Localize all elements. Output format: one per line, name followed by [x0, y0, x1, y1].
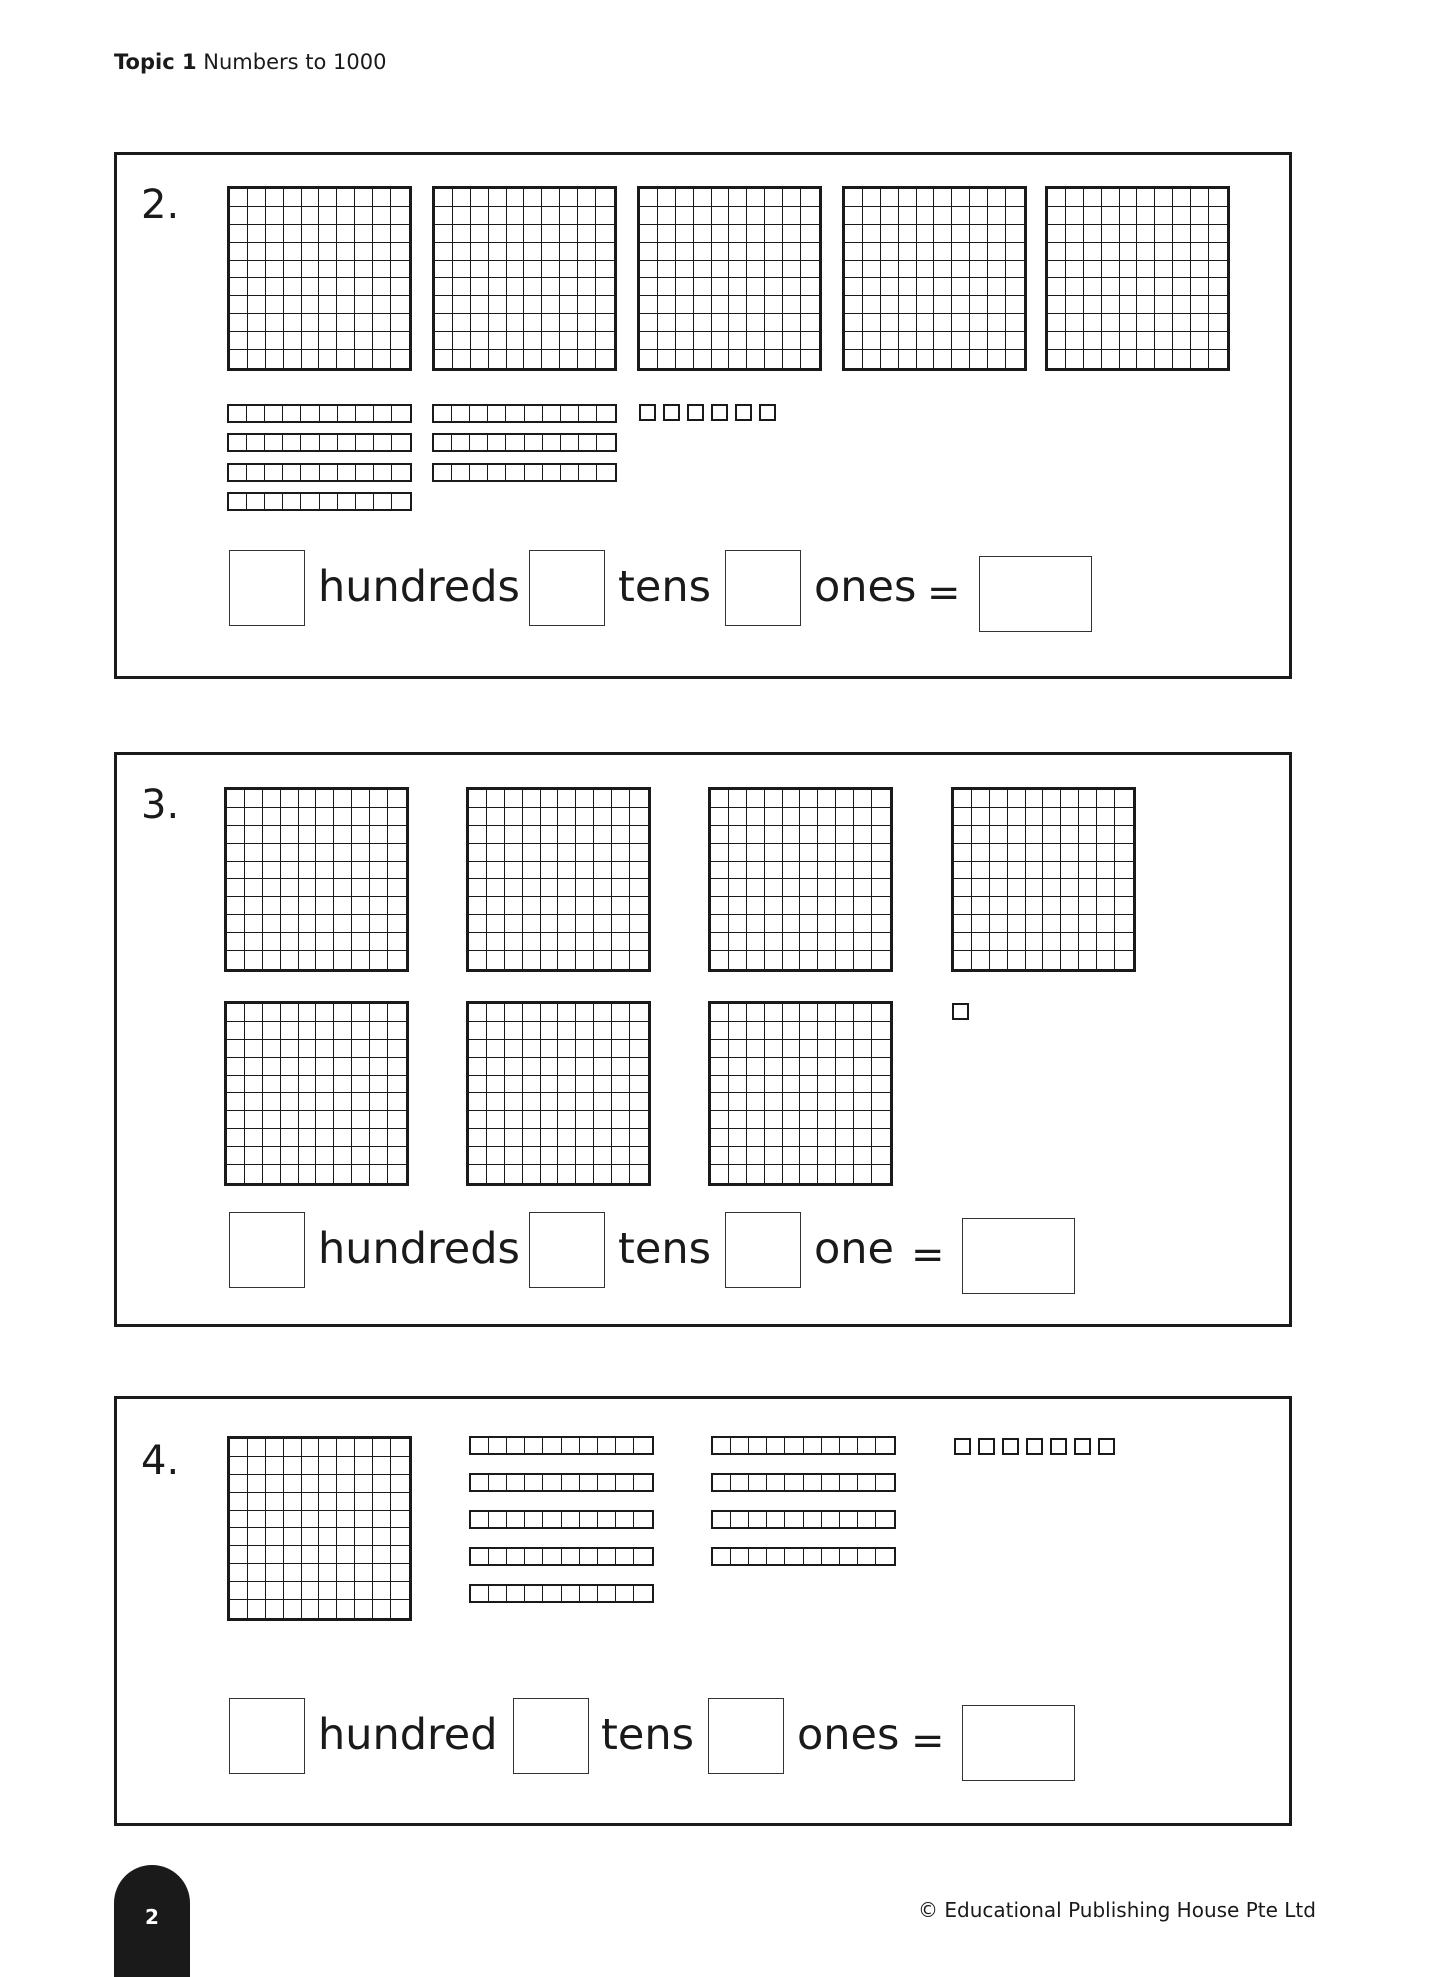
- ones-label: ones: [814, 562, 917, 612]
- topic-label: Topic 1: [114, 50, 197, 74]
- tens-answer-box[interactable]: [513, 1698, 589, 1774]
- copyright-notice: © Educational Publishing House Pte Ltd: [918, 1898, 1316, 1922]
- hundred-block: [224, 787, 409, 972]
- ten-rod: [227, 492, 412, 511]
- ones-label: ones: [797, 1710, 900, 1760]
- tens-label: tens: [618, 1224, 711, 1274]
- page-header: [114, 50, 386, 74]
- one-cube: [954, 1438, 971, 1455]
- one-cube: [978, 1438, 995, 1455]
- page-number-tab: [114, 1865, 190, 1977]
- hundred-block: [708, 1001, 893, 1186]
- tens-label: tens: [601, 1710, 694, 1760]
- ten-rod: [227, 404, 412, 423]
- hundred-block: [466, 787, 651, 972]
- one-cube: [1002, 1438, 1019, 1455]
- one-cube: [639, 404, 656, 421]
- tens-label: tens: [618, 562, 711, 612]
- ten-rod: [469, 1436, 654, 1455]
- ones-answer-box[interactable]: [708, 1698, 784, 1774]
- hundred-block: [227, 1436, 412, 1621]
- ten-rod: [227, 463, 412, 482]
- hundred-block: [637, 186, 822, 371]
- one-cube: [711, 404, 728, 421]
- hundred-block: [432, 186, 617, 371]
- hundred-block: [466, 1001, 651, 1186]
- topic-title: Numbers to 1000: [203, 50, 387, 74]
- one-cube: [735, 404, 752, 421]
- hundreds-label: hundred: [318, 1710, 498, 1760]
- one-cube: [952, 1003, 969, 1020]
- hundreds-answer-box[interactable]: [229, 1698, 305, 1774]
- question-number: 4.: [141, 1438, 180, 1484]
- equals-sign: =: [911, 1232, 945, 1278]
- total-answer-box[interactable]: [979, 556, 1092, 632]
- ten-rod: [711, 1510, 896, 1529]
- ten-rod: [711, 1547, 896, 1566]
- one-cube: [687, 404, 704, 421]
- ten-rod: [432, 433, 617, 452]
- ten-rod: [469, 1473, 654, 1492]
- equals-sign: =: [911, 1718, 945, 1764]
- ten-rod: [469, 1510, 654, 1529]
- question-number: 3.: [141, 782, 180, 828]
- tens-answer-box[interactable]: [529, 550, 605, 626]
- ones-label: one: [814, 1224, 895, 1274]
- one-cube: [759, 404, 776, 421]
- equals-sign: =: [927, 570, 961, 616]
- hundreds-label: hundreds: [318, 562, 520, 612]
- hundreds-answer-box[interactable]: [229, 1212, 305, 1288]
- one-cube: [663, 404, 680, 421]
- ten-rod: [469, 1547, 654, 1566]
- ten-rod: [227, 433, 412, 452]
- ones-answer-box[interactable]: [725, 1212, 801, 1288]
- page-number: 2: [145, 1905, 159, 1929]
- hundred-block: [227, 186, 412, 371]
- hundred-block: [951, 787, 1136, 972]
- tens-answer-box[interactable]: [529, 1212, 605, 1288]
- ten-rod: [711, 1473, 896, 1492]
- hundred-block: [842, 186, 1027, 371]
- hundreds-answer-box[interactable]: [229, 550, 305, 626]
- ten-rod: [432, 404, 617, 423]
- one-cube: [1074, 1438, 1091, 1455]
- hundreds-label: hundreds: [318, 1224, 520, 1274]
- total-answer-box[interactable]: [962, 1218, 1075, 1294]
- one-cube: [1098, 1438, 1115, 1455]
- ten-rod: [469, 1584, 654, 1603]
- hundred-block: [224, 1001, 409, 1186]
- total-answer-box[interactable]: [962, 1705, 1075, 1781]
- question-number: 2.: [141, 182, 180, 228]
- hundred-block: [1045, 186, 1230, 371]
- one-cube: [1026, 1438, 1043, 1455]
- ones-answer-box[interactable]: [725, 550, 801, 626]
- one-cube: [1050, 1438, 1067, 1455]
- ten-rod: [711, 1436, 896, 1455]
- hundred-block: [708, 787, 893, 972]
- ten-rod: [432, 463, 617, 482]
